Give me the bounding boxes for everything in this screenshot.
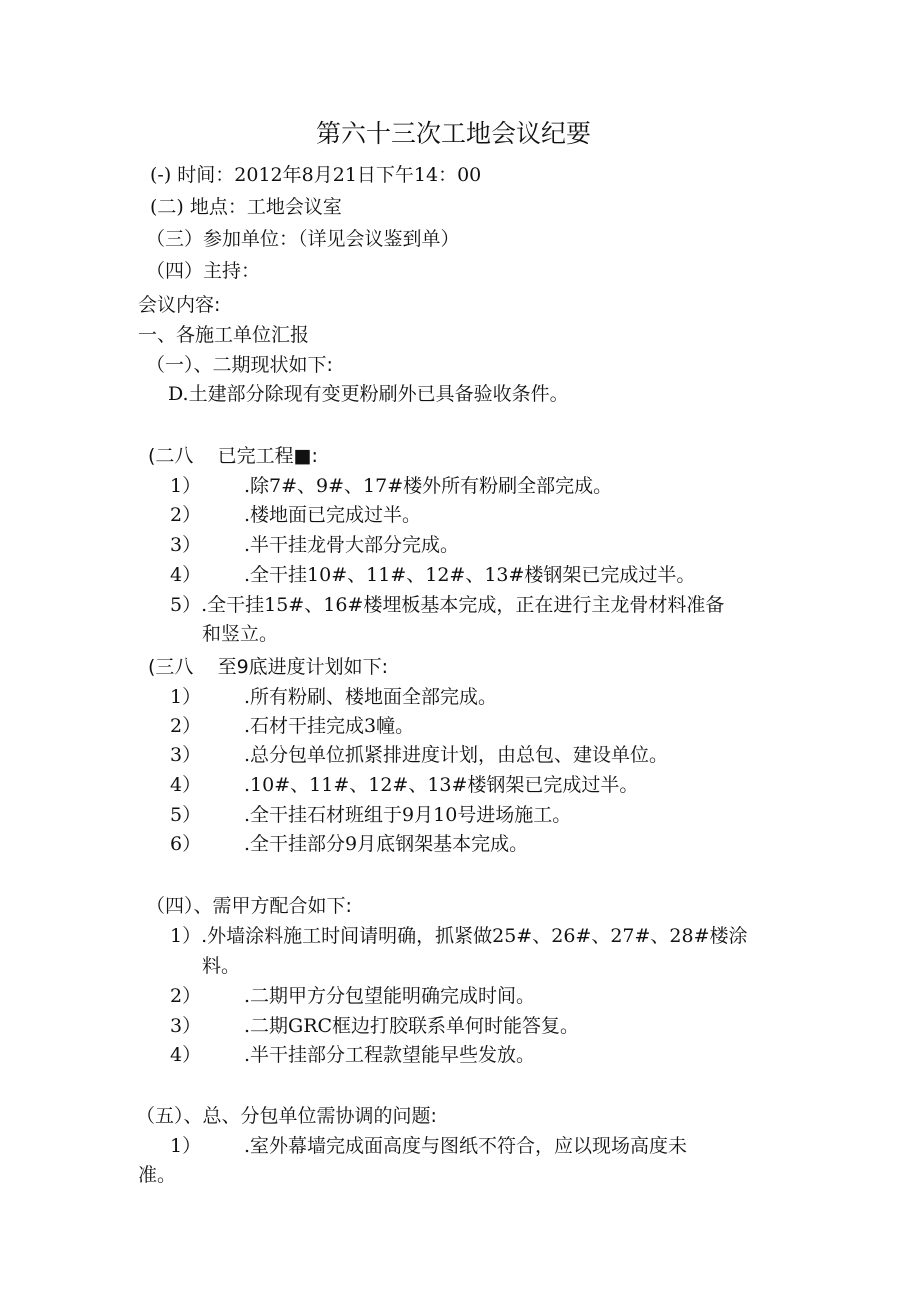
- part3-item-text: .全干挂部分9月底钢架基本完成。: [244, 833, 529, 855]
- part2-item-text: .半干挂龙骨大部分完成。: [244, 534, 460, 556]
- part2-item-num: 1）: [170, 475, 202, 497]
- part4-item1-line1: 1）.外墙涂料施工时间请明确，抓紧做25#、26#、27#、28#楼涂: [170, 925, 748, 947]
- part2-item-num: 3）: [170, 534, 202, 556]
- part2-heading: (二八 已完工程■:: [148, 445, 318, 467]
- meeting-time: (-) 时间：2012年8月21日下午14：00: [150, 164, 482, 186]
- part2-item-text: .楼地面已完成过半。: [244, 504, 422, 526]
- part5-item-num: 1）: [170, 1135, 202, 1157]
- part2-item5-line1: 5）.全干挂15#、16#楼埋板基本完成，正在进行主龙骨材料准备: [170, 594, 725, 616]
- part4-item-num: 2）: [170, 985, 202, 1007]
- part4-item-text: .二期甲方分包望能明确完成时间。: [244, 985, 536, 1007]
- part2-item-text: .全干挂10#、11#、12#、13#楼钢架已完成过半。: [244, 564, 696, 586]
- part3-item-num: 6）: [170, 833, 202, 855]
- meeting-place: (二) 地点：工地会议室: [150, 196, 342, 218]
- part3-item-text: .10#、11#、12#、13#楼钢架已完成过半。: [244, 774, 639, 796]
- part5-item-cont: 准。: [138, 1164, 177, 1186]
- part3-item-num: 3）: [170, 744, 202, 766]
- part3-item-text: .全干挂石材班组于9月10号进场施工。: [244, 804, 572, 826]
- part3-item-text: .所有粉刷、楼地面全部完成。: [244, 686, 498, 708]
- part3-item-num: 5）: [170, 804, 202, 826]
- part5-heading: （五）、总、分包单位需协调的问题:: [136, 1105, 437, 1127]
- part2-item-text: .除7#、9#、17#楼外所有粉刷全部完成。: [244, 475, 613, 497]
- part4-item1-line2: 料。: [202, 955, 241, 977]
- part4-item-num: 4）: [170, 1044, 202, 1066]
- part3-item-num: 2）: [170, 715, 202, 737]
- part4-item-num: 3）: [170, 1015, 202, 1037]
- part4-heading: （四）、需甲方配合如下:: [146, 895, 352, 917]
- part2-item-num: 4）: [170, 564, 202, 586]
- part4-item-text: .半干挂部分工程款望能早些发放。: [244, 1044, 536, 1066]
- part3-item-text: .石材干挂完成3幢。: [244, 715, 415, 737]
- page-title: 第六十三次工地会议纪要: [316, 119, 592, 148]
- meeting-units: （三）参加单位：（详见会议鉴到单）: [146, 228, 460, 250]
- part3-item-num: 4）: [170, 774, 202, 796]
- part2-item5-line2: 和竖立。: [202, 623, 279, 645]
- part3-item-text: .总分包单位抓紧排进度计划，由总包、建设单位。: [244, 744, 669, 766]
- part3-item-num: 1）: [170, 686, 202, 708]
- part1-heading: （一）、二期现状如下:: [146, 354, 333, 376]
- part5-item-text: .室外幕墙完成面高度与图纸不符合，应以现场高度未: [244, 1135, 688, 1157]
- part2-item-num: 2）: [170, 504, 202, 526]
- part1-line: D.土建部分除现有变更粉刷外已具备验收条件。: [168, 383, 569, 405]
- content-label: 会议内容:: [138, 294, 221, 316]
- part3-heading: (三八 至9底进度计划如下:: [148, 656, 389, 678]
- part4-item-text: .二期GRC框边打胶联系单何时能答复。: [244, 1015, 580, 1037]
- meeting-host: （四）主持：: [146, 260, 261, 282]
- section-heading: 一、各施工单位汇报: [138, 324, 310, 346]
